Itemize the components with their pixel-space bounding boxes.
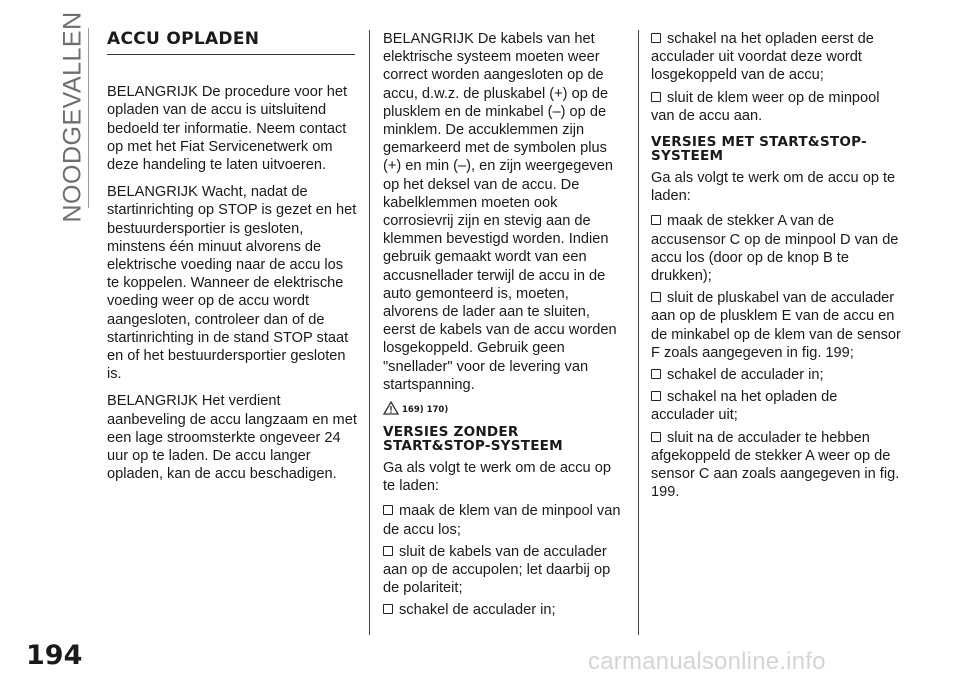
subheading-with-start-stop: VERSIES MET START&STOP-SYSTEEM xyxy=(651,134,867,165)
checkbox-bullet-icon xyxy=(651,215,661,225)
list-item: schakel na het opladen eerst de acculader uit voordat deze wordt losgekoppeld van de accu; xyxy=(651,31,874,84)
list-item: sluit na de acculader te hebben afgekoppeld de stekker A weer op de sensor C aan zoals aangegeven in fig. 199. xyxy=(651,429,900,501)
list-item: schakel de acculader in; xyxy=(651,366,901,384)
warning-triangle-icon xyxy=(383,401,399,415)
paragraph-slow-charge: BELANGRIJK Het verdient aanbeveling de accu langzaam en met een lage stroomsterkte ongeveer 24 uur op te laden. De accu langer opladen, kan de accu beschadigen. xyxy=(107,393,357,483)
column-1 xyxy=(107,30,359,492)
checkbox-bullet-icon xyxy=(651,369,661,379)
section-tab-divider xyxy=(88,28,89,208)
paragraph-procedure-info: BELANGRIJK De procedure voor het opladen van de accu is uitsluitend bedoeld ter informatie. Neem contact op met het Fiat Servicenetwerk om deze handeling te laten uitvoeren. xyxy=(107,84,348,174)
list-item: schakel na het opladen de acculader uit; xyxy=(651,389,838,424)
checkbox-bullet-icon xyxy=(651,292,661,302)
checkbox-bullet-icon xyxy=(383,546,393,556)
intro-without-start-stop: Ga als volgt te werk om de accu op te laden: xyxy=(383,460,611,495)
list-item: schakel de acculader in; xyxy=(383,601,626,619)
paragraph-wait-before-disconnect: BELANGRIJK Wacht, nadat de startinrichting op STOP is gezet en het bestuurdersportier is gesloten, minstens één minuut alvorens de elektrische voeding naar de accu los te koppelen. Wanneer de elektrische voeding weer op de accu wordt aangesloten, controleer dan of de startinrichting in de stand STOP staat en of het bestuurdersportier gesloten is. xyxy=(107,184,357,383)
checkbox-bullet-icon xyxy=(383,604,393,614)
list-item: maak de klem van de minpool van de accu los; xyxy=(383,503,621,538)
column-3 xyxy=(651,30,901,505)
list-item: sluit de kabels van de acculader aan op de accupolen; let daarbij op de polariteit; xyxy=(383,543,611,597)
list-item: sluit de klem weer op de minpool van de accu aan. xyxy=(651,89,880,124)
warning-reference-numbers: 169) 170) xyxy=(402,405,449,416)
list-item: maak de stekker A van de accusensor C op de minpool D van de accu los (door op de knop B te drukken); xyxy=(651,213,899,285)
intro-with-start-stop: Ga als volgt te werk om de accu op te laden: xyxy=(651,170,896,205)
warning-references xyxy=(383,401,626,415)
column-2 xyxy=(383,30,626,624)
section-heading-accu-opladen: ACCU OPLADEN xyxy=(107,30,355,55)
page-number: 194 xyxy=(26,640,83,671)
section-tab-label: NOODGEVALLEN xyxy=(58,11,87,223)
checkbox-bullet-icon xyxy=(651,92,661,102)
checkbox-bullet-icon xyxy=(651,432,661,442)
column-divider-1 xyxy=(369,30,370,635)
watermark: carmanualsonline.info xyxy=(588,648,826,675)
column-divider-2 xyxy=(638,30,639,635)
checkbox-bullet-icon xyxy=(651,33,661,43)
checkbox-bullet-icon xyxy=(383,505,393,515)
checkbox-bullet-icon xyxy=(651,391,661,401)
paragraph-cable-connection: BELANGRIJK De kabels van het elektrische systeem moeten weer correct worden aangesloten op de accu, d.w.z. de pluskabel (+) op de plusklem en de minkabel (–) op de minklem. De accuklemmen zijn gemarkeerd met de symbolen plus (+) en min (–), en zijn weergegeven op het deksel van de accu. De kabelklemmen moeten ook corrosievrij zijn en stevig aan de klemmen bevestigd worden. Indien gebruik gemaakt wordt van een accusnellader terwijl de accu in de auto gemonteerd is, moeten, alvorens de lader aan te sluiten, eerst de kabels van de accu worden losgekoppeld. Gebruik geen "snellader" voor de levering van startspanning. xyxy=(383,31,617,393)
list-item: sluit de pluskabel van de acculader aan op de plusklem E van de accu en de minkabel op de klem van de sensor F zoals aangegeven in fig. 199; xyxy=(651,290,901,361)
section-tab xyxy=(55,11,87,223)
subheading-without-start-stop: VERSIES ZONDER START&STOP-SYSTEEM xyxy=(383,424,563,455)
